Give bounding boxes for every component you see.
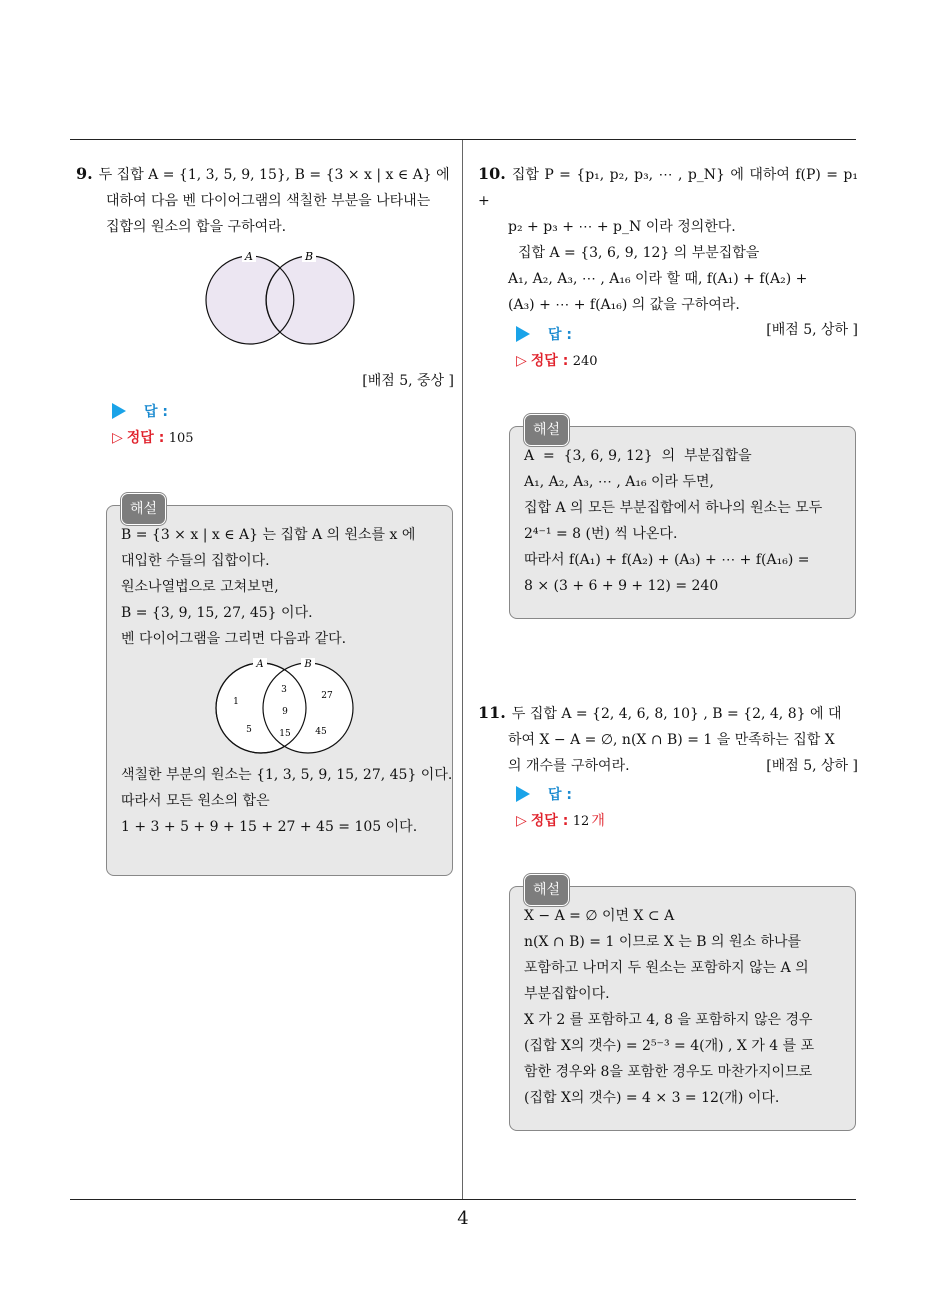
problem-11 bbox=[478, 700, 858, 779]
answer-label: 답 : bbox=[548, 787, 572, 803]
problem-number: 10. bbox=[478, 164, 506, 183]
page-number: 4 bbox=[457, 1208, 469, 1229]
problem-9-text bbox=[76, 161, 456, 240]
venn2-element: 15 bbox=[279, 729, 291, 739]
problem-10-answer bbox=[516, 322, 572, 348]
correct-label: 정답 : bbox=[530, 813, 569, 829]
problem-line: 의 개수를 구하여라. bbox=[508, 758, 630, 774]
solution-line: X − A = ∅ 이면 X ⊂ A bbox=[524, 908, 675, 924]
solution-line: 2⁴⁻¹ = 8 (번) 씩 나온다. bbox=[524, 526, 678, 542]
problem-line: 집합 P = {p₁, p₂, p₃, ⋯ , p_N} 에 대하여 f(P) = p₁ + bbox=[478, 167, 858, 209]
play-icon bbox=[516, 786, 530, 802]
solution-line: 포함하고 나머지 두 원소는 포함하지 않는 A 의 bbox=[524, 960, 809, 976]
problem-number: 9. bbox=[76, 164, 93, 183]
solution-line: 함한 경우와 8을 포함한 경우도 마찬가지이므로 bbox=[524, 1064, 813, 1080]
triangle-outline-icon: ▷ bbox=[516, 813, 527, 829]
answer-label: 답 : bbox=[144, 404, 168, 420]
venn2-element: 27 bbox=[321, 691, 333, 701]
problem-line: (A₃) + ⋯ + f(A₁₆) 의 값을 구하여라. bbox=[508, 297, 740, 313]
problem-11-correct bbox=[516, 808, 605, 835]
solution-line: X 가 2 를 포함하고 4, 8 을 포함하지 않은 경우 bbox=[524, 1012, 813, 1028]
venn2-label-b: B bbox=[304, 659, 312, 670]
problem-10-text bbox=[478, 161, 858, 318]
problem-9 bbox=[76, 161, 456, 240]
problem-9-solution bbox=[106, 501, 453, 876]
problem-10-correct bbox=[516, 348, 598, 375]
correct-label: 정답 : bbox=[530, 353, 569, 369]
problem-10-grade: [배점 5, 상하 ] bbox=[766, 322, 858, 338]
problem-9-correct bbox=[112, 425, 194, 452]
solution-line: A₁, A₂, A₃, ⋯ , A₁₆ 이라 두면, bbox=[524, 474, 715, 490]
answer-label: 답 : bbox=[548, 327, 572, 343]
solution-line: 8 × (3 + 6 + 9 + 12) = 240 bbox=[524, 578, 719, 594]
solution-tag: 해설 bbox=[121, 493, 166, 525]
solution-line: 색칠한 부분의 원소는 {1, 3, 5, 9, 15, 27, 45} 이다. bbox=[121, 767, 453, 783]
solution-line: (집합 X의 갯수) = 4 × 3 = 12(개) 이다. bbox=[524, 1090, 780, 1106]
solution-line: n(X ∩ B) = 1 이므로 X 는 B 의 원소 하나를 bbox=[524, 934, 802, 950]
solution-line: 부분집합이다. bbox=[524, 986, 610, 1002]
triangle-outline-icon: ▷ bbox=[516, 353, 527, 369]
correct-value: 240 bbox=[572, 354, 598, 369]
venn-diagram-solution bbox=[211, 656, 361, 756]
problem-10-solution bbox=[509, 422, 856, 619]
venn2-label-a: A bbox=[256, 659, 264, 670]
problem-line: 두 집합 A = {1, 3, 5, 9, 15}, B = {3 × x | x ∈ A} 에 bbox=[98, 167, 450, 183]
correct-unit: 개 bbox=[591, 813, 605, 829]
problem-line: A₁, A₂, A₃, ⋯ , A₁₆ 이라 할 때, f(A₁) + f(A₂) + bbox=[508, 271, 808, 287]
problem-9-answer bbox=[112, 399, 168, 425]
problem-9-grade: [배점 5, 중상 ] bbox=[362, 373, 454, 389]
top-rule bbox=[70, 139, 856, 140]
solution-tag: 해설 bbox=[524, 874, 569, 906]
problem-11-grade: [배점 5, 상하 ] bbox=[766, 758, 858, 774]
problem-11-text bbox=[478, 700, 858, 779]
problem-line: 두 집합 A = {2, 4, 6, 8, 10} , B = {2, 4, 8} 에 대 bbox=[511, 706, 842, 722]
solution-line: B = {3 × x | x ∈ A} 는 집합 A 의 원소를 x 에 bbox=[121, 527, 416, 543]
problem-number: 11. bbox=[478, 703, 506, 722]
column-divider bbox=[462, 140, 463, 1200]
solution-line: (집합 X의 갯수) = 2⁵⁻³ = 4(개) , X 가 4 를 포 bbox=[524, 1038, 815, 1054]
correct-value: 105 bbox=[168, 431, 194, 446]
problem-line: p₂ + p₃ + ⋯ + p_N 이라 정의한다. bbox=[508, 219, 736, 235]
solution-line: 벤 다이어그램을 그리면 다음과 같다. bbox=[121, 631, 347, 647]
solution-line: A = {3, 6, 9, 12} 의 부분집합을 bbox=[524, 448, 752, 464]
solution-tag: 해설 bbox=[524, 414, 569, 446]
venn2-element: 45 bbox=[315, 727, 327, 737]
solution-line: 집합 A 의 모든 부분집합에서 하나의 원소는 모두 bbox=[524, 500, 823, 516]
solution-line: 따라서 f(A₁) + f(A₂) + (A₃) + ⋯ + f(A₁₆) = bbox=[524, 552, 810, 568]
venn-label-b: B bbox=[304, 250, 314, 263]
venn2-element: 9 bbox=[282, 707, 288, 717]
solution-line: 따라서 모든 원소의 합은 bbox=[121, 793, 270, 809]
correct-label: 정답 : bbox=[126, 430, 165, 446]
solution-line: 대입한 수들의 집합이다. bbox=[121, 553, 270, 569]
venn2-circle-b bbox=[263, 663, 353, 753]
venn-diagram bbox=[196, 246, 366, 350]
venn2-element: 3 bbox=[281, 685, 287, 695]
venn2-element: 5 bbox=[246, 725, 252, 735]
play-icon bbox=[112, 403, 126, 419]
problem-line: 집합의 원소의 합을 구하여라. bbox=[106, 219, 287, 235]
bottom-rule bbox=[70, 1199, 856, 1200]
solution-line: 1 + 3 + 5 + 9 + 15 + 27 + 45 = 105 이다. bbox=[121, 819, 418, 835]
problem-line: 집합 A = {3, 6, 9, 12} 의 부분집합을 bbox=[518, 245, 760, 261]
solution-line: 원소나열법으로 고쳐보면, bbox=[121, 579, 279, 595]
problem-11-answer bbox=[516, 782, 572, 808]
problem-line: 하여 X − A = ∅, n(X ∩ B) = 1 을 만족하는 집합 X bbox=[508, 732, 835, 748]
problem-11-solution bbox=[509, 882, 856, 1131]
venn-label-a: A bbox=[245, 250, 253, 263]
problem-10 bbox=[478, 161, 858, 342]
solution-line: B = {3, 9, 15, 27, 45} 이다. bbox=[121, 605, 313, 621]
venn2-element: 1 bbox=[233, 697, 239, 707]
problem-line: 대하여 다음 벤 다이어그램의 색칠한 부분을 나타내는 bbox=[106, 193, 431, 209]
play-icon bbox=[516, 326, 530, 342]
triangle-outline-icon: ▷ bbox=[112, 430, 123, 446]
correct-value: 12 bbox=[572, 814, 590, 829]
